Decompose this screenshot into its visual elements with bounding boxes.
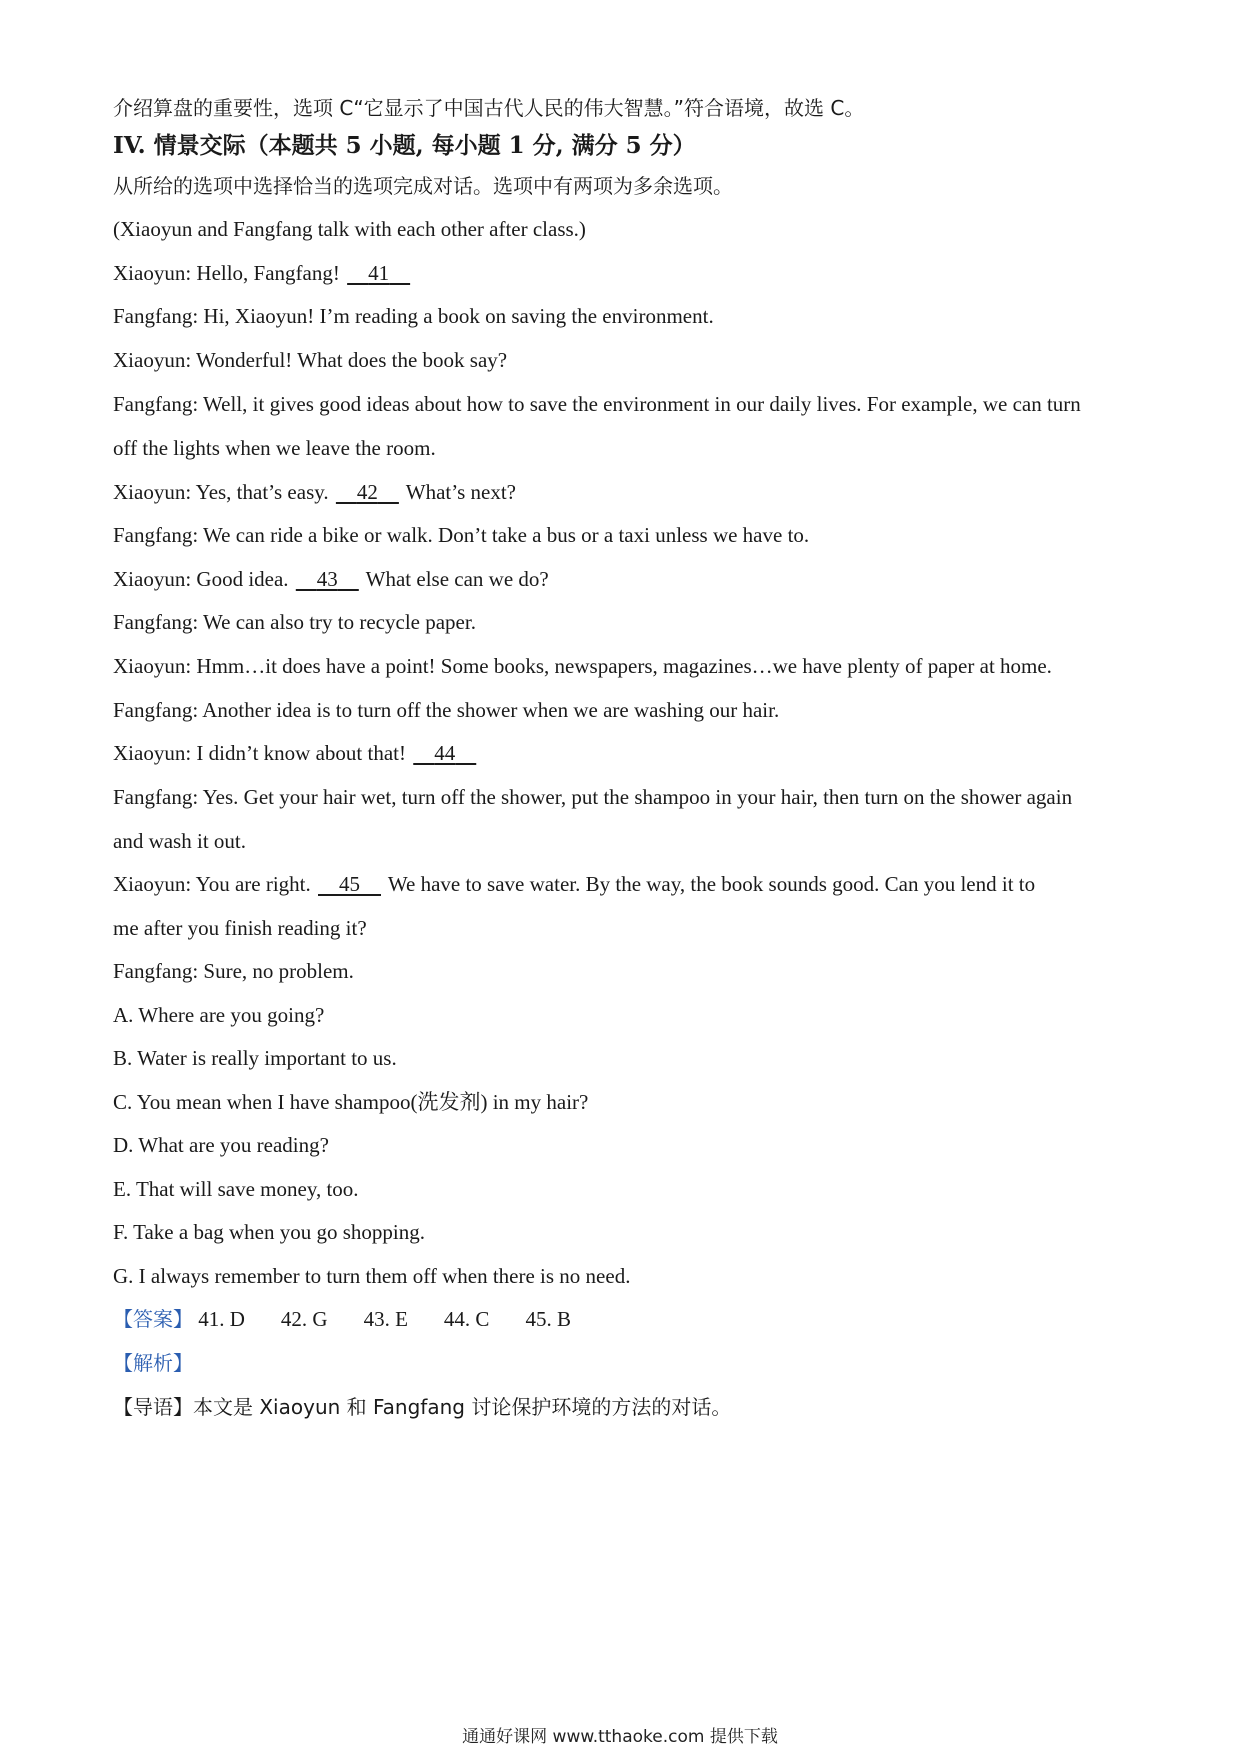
section-instruction: 从所给的选项中选择恰当的选项完成对话。选项中有两项为多余选项。	[113, 174, 733, 198]
dialogue-text: Fangfang: We can ride a bike or walk. Don’t take a bus or a taxi unless we have to.	[113, 523, 810, 547]
dialogue-line	[113, 259, 412, 287]
dialogue-text: and wash it out.	[113, 829, 246, 853]
dialogue-line	[113, 434, 436, 462]
dialogue-text: me after you finish reading it?	[113, 916, 367, 940]
guide-text: 本文是 Xiaoyun 和 Fangfang 讨论保护环境的方法的对话。	[193, 1395, 732, 1419]
blank-number: 44	[434, 741, 456, 765]
option-item: G. I always remember to turn them off when there is no need.	[113, 1264, 631, 1288]
answer-item: 43. E	[363, 1307, 408, 1331]
dialogue-text: Fangfang: We can also try to recycle paper.	[113, 610, 476, 634]
answer-blank[interactable]	[334, 478, 401, 506]
page-footer: 通通好课网 www.tthaoke.com 提供下载	[462, 1727, 778, 1747]
dialogue-line	[113, 478, 516, 506]
dialogue-line	[113, 652, 1052, 680]
option-item: F. Take a bag when you go shopping.	[113, 1220, 426, 1244]
dialogue-text: off the lights when we leave the room.	[113, 436, 436, 460]
dialogue-line	[113, 827, 246, 855]
dialogue-line	[113, 914, 367, 942]
dialogue-text-after: What’s next?	[400, 480, 516, 504]
dialogue-line	[113, 302, 714, 330]
dialogue-line	[113, 739, 478, 767]
dialogue-text: Xiaoyun: Hmm…it does have a point! Some books, newspapers, magazines…we have plenty of paper at home.	[113, 654, 1052, 678]
answer-item: 41. D	[198, 1307, 245, 1331]
dialogue-text: Xiaoyun: You are right.	[113, 872, 316, 896]
dialogue-text: Fangfang: Yes. Get your hair wet, turn off the shower, put the shampoo in your hair, then turn on the shower again	[113, 785, 1073, 809]
dialogue-line	[113, 390, 1081, 418]
option-item: E. That will save money, too.	[113, 1177, 359, 1201]
answer-blank[interactable]	[345, 259, 412, 287]
answer-blank[interactable]	[294, 565, 361, 593]
dialogue-text: Xiaoyun: Hello, Fangfang!	[113, 261, 346, 285]
dialogue-text-after: We have to save water. By the way, the book sounds good. Can you lend it to	[383, 872, 1036, 896]
answer-blank[interactable]	[316, 870, 383, 898]
dialogue-text: Fangfang: Hi, Xiaoyun! I’m reading a book on saving the environment.	[113, 304, 714, 328]
answer-item: 45. B	[525, 1307, 571, 1331]
option-item: D. What are you reading?	[113, 1133, 329, 1157]
answer-label: 【答案】	[113, 1307, 193, 1331]
blank-number: 41	[368, 261, 390, 285]
dialogue-line	[113, 608, 476, 636]
dialogue-line	[113, 346, 507, 374]
option-item: C. You mean when I have shampoo(洗发剂) in my hair?	[113, 1090, 589, 1114]
dialogue-text-after: What else can we do?	[360, 567, 549, 591]
dialogue-text: Fangfang: Sure, no problem.	[113, 959, 354, 983]
dialogue-text: Xiaoyun: Good idea.	[113, 567, 294, 591]
intro-line: 介绍算盘的重要性，选项 C“它显示了中国古代人民的伟大智慧。”符合语境，故选 C。	[113, 96, 865, 120]
dialogue-line	[113, 696, 779, 724]
dialogue-line	[113, 521, 809, 549]
blank-number: 45	[339, 872, 360, 896]
answer-line	[113, 1305, 607, 1333]
dialogue-text: Xiaoyun: Wonderful! What does the book say?	[113, 348, 508, 372]
answer-item: 42. G	[280, 1307, 328, 1331]
dialogue-text: Fangfang: Another idea is to turn off the shower when we are washing our hair.	[113, 698, 780, 722]
dialogue-line	[113, 565, 549, 593]
dialogue-text: Xiaoyun: Yes, that’s easy.	[113, 480, 334, 504]
option-item: B. Water is really important to us.	[113, 1046, 397, 1070]
answer-blank[interactable]	[411, 739, 478, 767]
dialogue-text: Fangfang: Well, it gives good ideas about how to save the environment in our daily lives. For example, we can turn	[113, 392, 1081, 416]
dialogue-context: (Xiaoyun and Fangfang talk with each other after class.)	[113, 217, 586, 241]
option-item: A. Where are you going?	[113, 1003, 325, 1027]
answer-items	[198, 1305, 607, 1333]
guide-label: 【导语】	[113, 1395, 193, 1419]
blank-number: 42	[356, 480, 378, 504]
dialogue-line	[113, 870, 1035, 898]
dialogue-text: Xiaoyun: I didn’t know about that!	[113, 741, 412, 765]
answer-item: 44. C	[443, 1307, 490, 1331]
analysis-label: 【解析】	[113, 1351, 193, 1375]
dialogue-line	[113, 783, 1072, 811]
blank-number: 43	[316, 567, 338, 591]
dialogue-line	[113, 957, 354, 985]
guide-line	[113, 1393, 731, 1421]
section-heading: IV. 情景交际（本题共 5 小题, 每小题 1 分, 满分 5 分）	[113, 132, 696, 159]
